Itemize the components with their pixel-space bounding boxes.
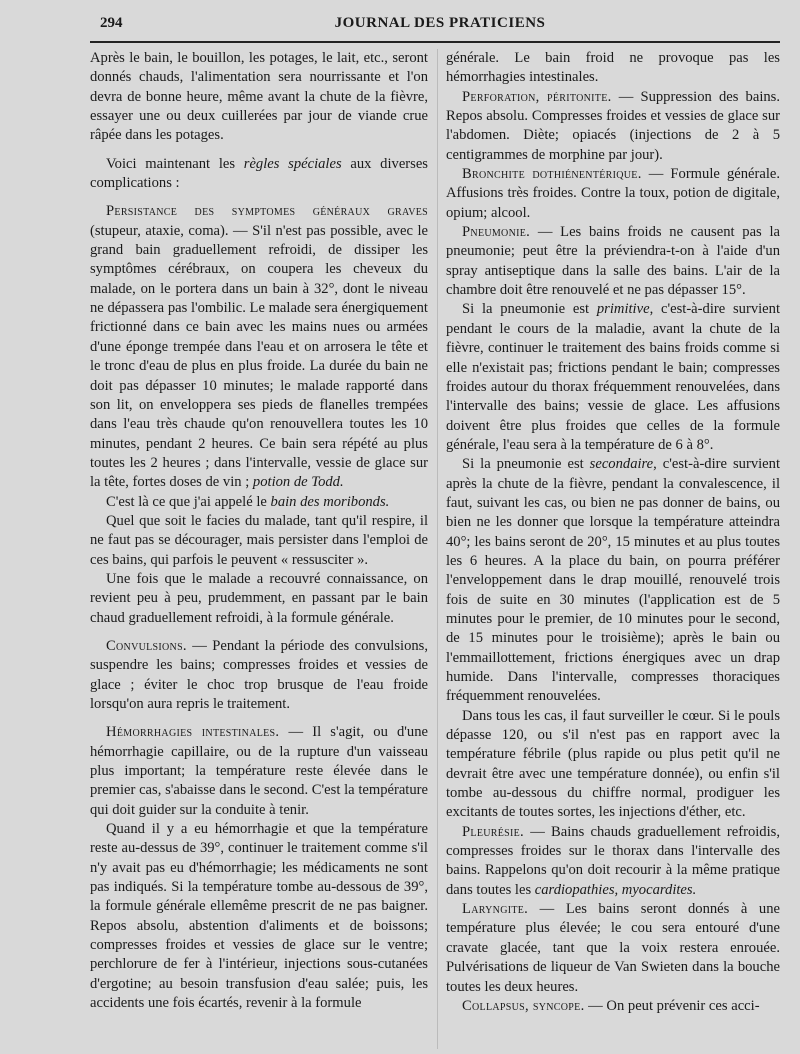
section-heading: Perforation, péritonite.: [462, 88, 612, 105]
section-heading: Pleurésie.: [462, 823, 524, 840]
paragraph: Si la pneumonie est primitive, c'est-à-dire survient pendant le cours de la maladie, avant la chute de la fièvre, continuer le traitement des bains froids comme si elle n'existait pas; frictions pendant le bain; compresses froides autour du thorax fréquemment renouvelées, dans l'intervalle des bains; vessie de glace. Les affusions doivent être plus froides que celles de la formule générale, l'eau sera à la température de 6 à 8°.: [446, 301, 780, 453]
running-title: JOURNAL DES PRATICIENS: [334, 15, 546, 31]
paragraph: Quel que soit le facies du malade, tant qu'il respire, il ne faut pas se décourager, mais persister dans l'emploi de ces bains, qui parfois le peuvent « ressusciter ».: [90, 512, 428, 568]
section-heading: Pneumonie.: [462, 224, 531, 241]
section-heading: Bronchite dothiénentérique.: [462, 166, 642, 183]
section-persistance: Persistance des symptomes généraux graves (stupeur, ataxie, coma). — S'il n'est pas possible, avec le grand bain graduellement refroidi, de dissiper les symptômes cérébraux, on coupera les cheveux du malade, on le portera dans un bain à 32°, dont le niveau ne dépassera pas l'ombilic. Le malade sera énergiquement frictionné dans ce bain avec les mains nues ou armées d'une éponge trempée dans l'eau et on arrosera le tête et le tronc d'eau de plus en plus froide. La durée du bain ne doit pas dépasser 10 minutes; le malade rapporté dans son lit, on enveloppera ses pieds de flanelles trempées dans l'eau très chaude qu'on renouvellera toutes les 10 minutes, pendant 2 heures. Ce bain sera répété au plus toutes les 2 heures ; dans l'intervalle, vessie de glace sur la tête, fortes doses de vin ; potion de Todd.: [90, 203, 428, 491]
header-rule: [90, 41, 780, 43]
section-heading: Hémorrhagies intestinales.: [106, 724, 280, 741]
section-laryngite: Laryngite. — Les bains seront donnés à une température plus élevée; le cou sera entouré d'une cravate glacée, tant que la voix restera enrouée. Pulvérisations de liqueur de Van Swieten dans la bouche toutes les deux heures.: [446, 901, 780, 995]
paragraph: C'est là ce que j'ai appelé le bain des moribonds.: [106, 493, 390, 510]
section-pneumonie: Pneumonie. — Les bains froids ne causent pas la pneumonie; peut être la préviendra-t-on à l'aide d'un spray antiseptique dans la salle des bains. L'air de la chambre doit être renouvelé et ne pas dépasser 15°.: [446, 224, 780, 299]
right-column: [446, 49, 780, 1016]
section-heading: Persistance des symptomes généraux graves: [106, 203, 428, 220]
section-hemorrhagies: Hémorrhagies intestinales. — Il s'agit, ou d'une hémorrhagie capillaire, ou de la rupture d'un vaisseau plus important; la température reste élevée dans le premier cas, s'abaisse dans le second. C'est la température qui doit guider sur la conduite à tenir.: [90, 724, 429, 818]
paragraph: Voici maintenant les règles spéciales aux diverses complications :: [90, 155, 428, 192]
page-header: [100, 15, 780, 39]
paragraph: générale. Le bain froid ne provoque pas les hémorrhagies intestinales.: [446, 50, 780, 86]
section-bronchite: Bronchite dothiénentérique. — Formule générale. Affusions très froides. Contre la toux, potion de digitale, opium; alcool.: [446, 166, 781, 221]
section-convulsions: Convulsions. — Pendant la période des convulsions, suspendre les bains; compresses froides et vessies de glace ; éviter le choc trop brusque de l'eau froide lorsqu'on aura repris le traitement.: [90, 637, 428, 712]
paragraph: Quand il y a eu hémorrhagie et que la température reste au-dessus de 39°, continuer le traitement comme s'il n'y avait pas eu d'hémorrhagie; les médicaments ne sont pas indiqués. Si la température tombe au-dessous de 39°, la formule générale ellemême prescrit de ne pas baigner. Repos absolu, abstention d'aliments et de boissons; compresses froides et vessies de glace sur le ventre; perchlorure de fer à l'intérieur, injections sous-cutanées d'ergotine; au besoin transfusion d'eau salée; puis, les accidents une fois écartés, revenir à la formule: [90, 821, 428, 1012]
section-pleuresie: Pleurésie. — Bains chauds graduellement refroidis, compresses froides sur le thorax dans l'intervalle des bains. Rappelons qu'on doit recourir à la même pratique dans toutes les cardiopathies, myocardites.: [446, 823, 780, 898]
column-divider: [437, 49, 438, 1049]
section-perforation: Perforation, péritonite. — Suppression des bains. Repos absolu. Compresses froides et vessies de glace sur l'abdomen. Diète; opiacés (injections de 2 à 5 centigrammes de morphine par jour).: [446, 88, 780, 163]
section-heading: Collapsus, syncope.: [462, 997, 585, 1014]
paragraph: Si la pneumonie est secondaire, c'est-à-dire survient après la chute de la fièvre, pendant la convalescence, il faut, suivant les cas, ou bien ne pas donner de bains, ou bien ne les donner que lorsque la température atteindra 40°; les bains seront de 20°, 15 minutes et au plus toutes les 6 heures. A la place du bain, on pourra préférer l'enveloppement dans le drap mouillé, renouvelé trois fois de suite en 30 minutes (l'application est de 5 minutes pour le premier, de 10 minutes pour le second, de 15 minutes pour le troisième); après le bain ou l'emmaillottement, frictions énergiques avec un drap humide. Dans l'intervalle, compresses thoraciques fréquemment renouvelées.: [446, 456, 780, 705]
section-heading: Convulsions.: [106, 637, 187, 654]
section-heading: Laryngite.: [462, 901, 529, 918]
left-column: [90, 49, 428, 1014]
paragraph: Dans tous les cas, il faut surveiller le cœur. Si le pouls dépasse 120, ou s'il n'est pas en rapport avec la température fébrile (plus rapide ou plus petit qu'il ne devrait être avec une température donnée), ou enfin s'il tombe au-dessous du chiffre normal, prodiguer les excitants de toutes sortes, les injections d'éther, etc.: [446, 707, 780, 821]
section-collapsus: Collapsus, syncope. — On peut prévenir ces acci-: [462, 997, 760, 1014]
paragraph: Une fois que le malade a recouvré connaissance, on revient peu à peu, prudemment, en passant par le bain chaud graduellement refroidi, à la formule générale.: [90, 570, 428, 626]
page-number: 294: [100, 15, 123, 31]
paragraph: Après le bain, le bouillon, les potages, le lait, etc., seront donnés chauds, l'alimentation sera nourrissante et l'on devra de bonne heure, même avant la chute de la fièvre, essayer une ou deux cuillerées par jour de viande crue râpée dans les potages.: [90, 50, 428, 144]
